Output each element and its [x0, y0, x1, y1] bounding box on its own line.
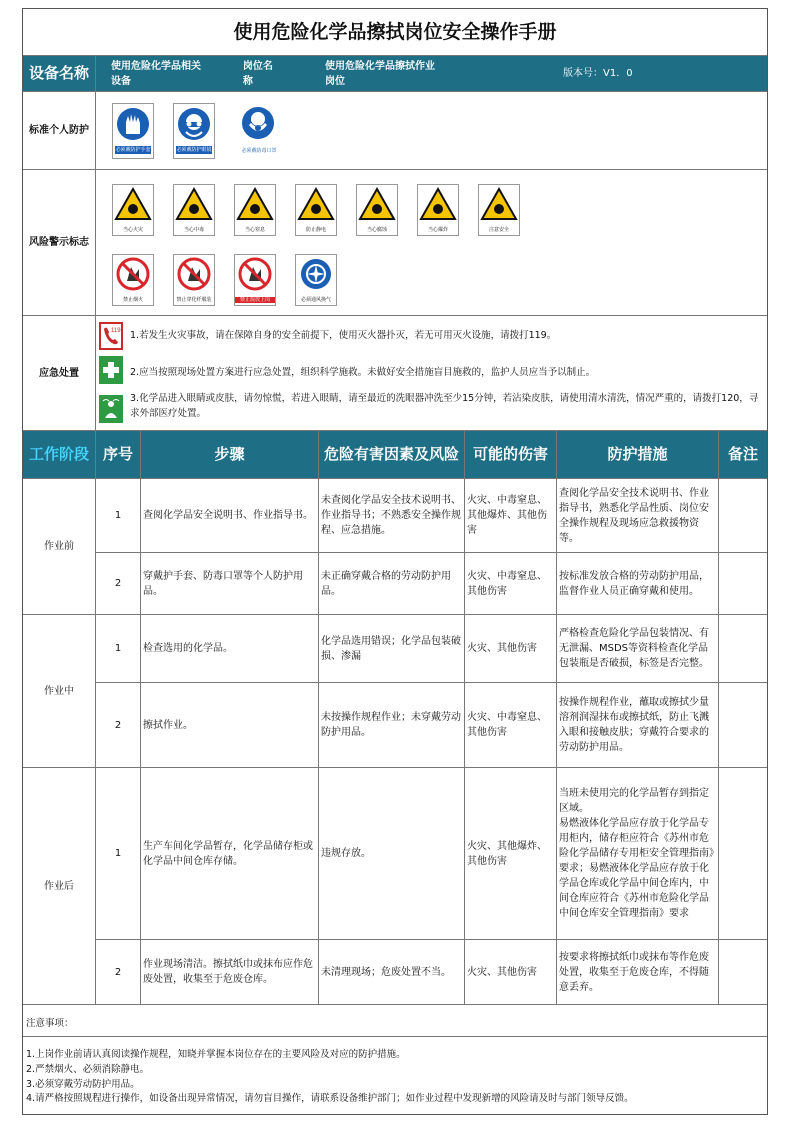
emergency-label: 应急处置 — [23, 316, 96, 430]
row-note — [719, 768, 767, 939]
row-number: 1 — [96, 768, 141, 939]
fire-phone-icon — [99, 322, 123, 350]
row-step: 擦拭作业。 — [141, 683, 319, 767]
ppe-caption: 必须戴防护眼镜 — [176, 147, 212, 153]
sign-caption: 当心腐蚀 — [366, 227, 387, 233]
sign-caption: 禁止烟火 — [122, 297, 143, 303]
col-step: 步骤 — [141, 431, 319, 478]
prohibition-sign-icon — [173, 254, 215, 306]
row-measure: 按标准发放合格的劳动防护用品，监督作业人员正确穿戴和使用。 — [557, 553, 719, 614]
safety-manual — [22, 8, 768, 1115]
row-injury: 火灾、其他伤害 — [465, 940, 557, 1004]
warning-sign-icon — [478, 184, 520, 236]
table-row — [96, 553, 767, 615]
row-measure: 查阅化学品安全技术说明书、作业指导书，熟悉化学品性质、岗位安全操作规程及现场应急救援物资等。 — [557, 479, 719, 552]
notes-label: 注意事项： — [26, 1018, 74, 1029]
row-number: 2 — [96, 940, 141, 1004]
row-note — [719, 615, 767, 682]
note-item: 3.必须穿戴劳动防护用品。 — [26, 1079, 140, 1090]
ppe-row — [23, 92, 767, 170]
col-stage: 工作阶段 — [23, 431, 96, 478]
warning-signs — [96, 170, 767, 315]
stage-name: 作业前 — [23, 479, 96, 614]
row-step: 检查选用的化学品。 — [141, 615, 319, 682]
row-measure: 当班未使用完的化学品暂存到指定区域。 易燃液体化学品应存放于化学品专用柜内，储存柜应符合《苏州市危险化学品储存专用柜安全管理指南》要求；易燃液体化学品应存放于化学品仓库或化学品中间仓库内，中间仓库应符合《苏州市危险化学品中间仓库安全管理指南》要求 — [557, 768, 719, 939]
row-note — [719, 683, 767, 767]
warning-sign-icon — [356, 184, 398, 236]
stage-name: 作业后 — [23, 768, 96, 1004]
col-number: 序号 — [96, 431, 141, 478]
col-hazard: 危险有害因素及风险 — [319, 431, 465, 478]
eyewash-icon — [99, 395, 123, 423]
emergency-text-3: 3.化学品进入眼睛或皮肤，请勿惊慌，若进入眼睛，请至最近的洗眼器冲洗至少15分钟，若沾染皮肤，请使用清水清洗，情况严重的，请拨打120，寻求外部医疗处置。 — [130, 393, 759, 419]
stage-block — [23, 479, 96, 615]
stage-block — [23, 615, 96, 768]
warning-sign-icon — [112, 184, 154, 236]
col-injury: 可能的伤害 — [465, 431, 557, 478]
equipment-info-row — [23, 56, 767, 92]
row-note — [719, 940, 767, 1004]
ppe-caption: 必须戴防毒口罩 — [241, 148, 277, 154]
warning-sign-icon — [173, 184, 215, 236]
equipment-label: 设备名称 — [23, 56, 96, 91]
row-step: 穿戴护手套、防毒口罩等个人防护用品。 — [141, 553, 319, 614]
row-step: 生产车间化学品暂存，化学品储存柜或化学品中间仓库存储。 — [141, 768, 319, 939]
row-injury: 火灾、中毒窒息、其他伤害 — [465, 553, 557, 614]
emergency-text-1: 1.若发生火灾事故，请在保障自身的安全前提下，使用灭火器扑灭，若无可用灭火设施，请拨打119。 — [130, 330, 557, 341]
sign-caption: 禁止穿化纤服装 — [176, 297, 212, 303]
ppe-caption: 必须戴防护手套 — [115, 147, 151, 153]
row-measure: 按操作规程作业，蘸取或擦拭少量溶剂润湿抹布或擦拭纸，防止飞溅入眼和接触皮肤；穿戴符合要求的劳动防护用品。 — [557, 683, 719, 767]
sign-caption: 当心窒息 — [244, 227, 265, 233]
warning-signs-row — [23, 170, 767, 316]
row-step: 作业现场清洁。擦拭纸巾或抹布应作危废处置，收集至于危废仓库。 — [141, 940, 319, 1004]
svg-text:119: 119 — [111, 328, 121, 334]
table-row — [96, 479, 767, 553]
row-number: 1 — [96, 615, 141, 682]
sign-caption: 注意安全 — [488, 227, 509, 233]
gloves-icon — [112, 103, 154, 159]
ppe-label: 标准个人防护 — [23, 92, 96, 169]
goggles-icon — [173, 103, 215, 159]
post-label: 岗位名称 — [242, 60, 273, 87]
emergency-text-2: 2.应当按照现场处置方案进行应急处置，组织科学施救。未做好安全措施盲目施救的，监护人员应当予以制止。 — [130, 367, 596, 378]
warning-sign-icon — [417, 184, 459, 236]
note-item: 4.请严格按照规程进行操作，如设备出现异常情况，请勿盲目操作，请联系设备维护部门；如作业过程中发现新增的风险请及时与部门领导反馈。 — [26, 1093, 634, 1104]
table-row — [96, 615, 767, 683]
note-item: 2.严禁烟火、必须消除静电。 — [26, 1064, 150, 1075]
prohibition-sign-icon — [234, 254, 276, 306]
sign-caption: 当心火灾 — [122, 227, 143, 233]
page-title: 使用危险化学品擦拭岗位安全操作手册 — [233, 20, 557, 43]
row-hazard: 违规存放。 — [319, 768, 465, 939]
row-hazard: 未查阅化学品安全技术说明书、作业指导书；不熟悉安全操作规程、应急措施。 — [319, 479, 465, 552]
row-hazard: 化学品选用错误；化学品包装破损、渗漏 — [319, 615, 465, 682]
sign-caption: 当心爆炸 — [427, 227, 448, 233]
row-step: 查阅化学品安全说明书、作业指导书。 — [141, 479, 319, 552]
stage-block — [23, 768, 96, 1005]
notes-section — [23, 1010, 767, 1114]
row-injury: 火灾、中毒窒息、其他爆炸、其他伤害 — [465, 479, 557, 552]
row-injury: 火灾、其他伤害 — [465, 615, 557, 682]
row-measure: 严格检查危险化学品包装情况、有无泄漏、MSDS等资料检查化学品包装瓶是否破损，标签是否完整。 — [557, 615, 719, 682]
sign-caption: 防止静电 — [305, 227, 326, 233]
first-aid-icon — [99, 356, 123, 384]
note-item: 1.上岗作业前请认真阅读操作规程，知晓并掌握本岗位存在的主要风险及对应的防护措施。 — [26, 1049, 406, 1060]
row-injury: 火灾、中毒窒息、其他伤害 — [465, 683, 557, 767]
row-note — [719, 553, 767, 614]
col-note: 备注 — [727, 445, 758, 463]
stage-name: 作业中 — [23, 615, 96, 767]
mask-icon — [238, 103, 280, 159]
ppe-signs — [96, 92, 767, 169]
emergency-row — [23, 316, 767, 431]
row-hazard: 未按操作规程作业；未穿戴劳动防护用品。 — [319, 683, 465, 767]
prohibition-sign-icon — [112, 254, 154, 306]
warning-sign-icon — [295, 184, 337, 236]
equipment-info-group — [96, 56, 436, 91]
mandatory-sign-icon — [295, 254, 337, 306]
title-row — [23, 9, 767, 56]
emergency-items — [96, 316, 767, 430]
row-number: 1 — [96, 479, 141, 552]
warnings-label: 风险警示标志 — [23, 170, 96, 315]
table-row — [96, 683, 767, 768]
table-row — [96, 768, 767, 940]
equipment-name: 使用危险化学品相关设备 — [111, 60, 201, 87]
post-name: 使用危险化学品擦拭作业岗位 — [325, 60, 436, 87]
sign-caption: 当心中毒 — [183, 227, 204, 233]
row-number: 2 — [96, 683, 141, 767]
notes-divider — [23, 1036, 767, 1037]
warning-sign-icon — [234, 184, 276, 236]
table-header-row — [23, 431, 767, 479]
sign-caption: 必须通风换气 — [300, 297, 331, 303]
row-hazard: 未清理现场；危废处置不当。 — [319, 940, 465, 1004]
row-number: 2 — [96, 553, 141, 614]
row-injury: 火灾、其他爆炸、其他伤害 — [465, 768, 557, 939]
row-measure: 按要求将擦拭纸巾或抹布等作危废处置，收集至于危废仓库，不得随意丢弃。 — [557, 940, 719, 1004]
row-hazard: 未正确穿戴合格的劳动防护用品。 — [319, 553, 465, 614]
version-number: 版本号：V1．0 — [563, 68, 633, 79]
col-measure: 防护措施 — [557, 431, 719, 478]
sign-caption: 禁止混放上岗 — [235, 297, 275, 303]
table-row — [96, 940, 767, 1005]
row-note — [719, 479, 767, 552]
